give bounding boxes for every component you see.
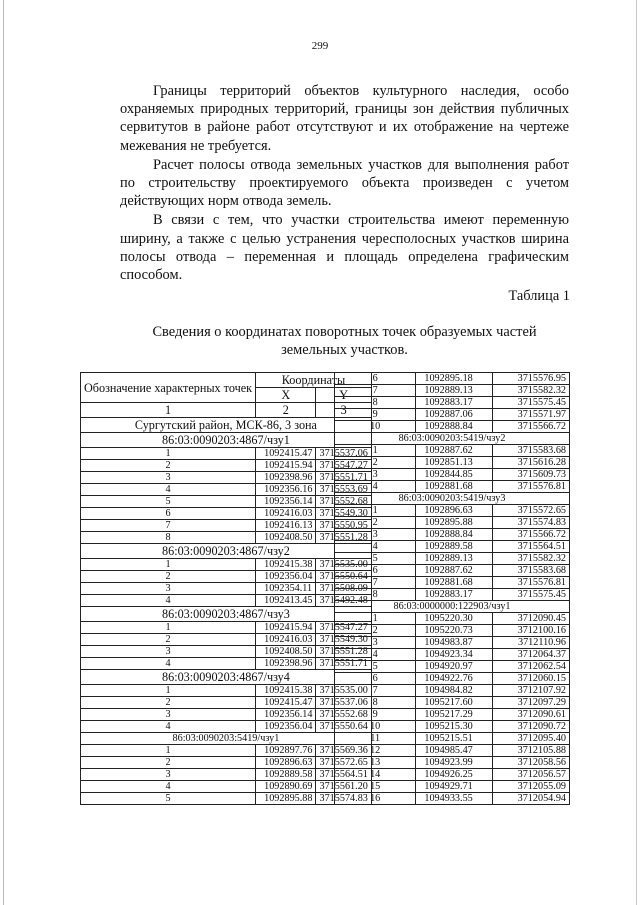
table-row — [81, 634, 372, 646]
table-row — [335, 529, 570, 541]
table-row — [335, 421, 570, 433]
point-number: 14 — [335, 769, 416, 781]
section-row — [81, 433, 372, 448]
table-row — [81, 769, 372, 781]
point-number: 3 — [81, 583, 256, 595]
coordinate-y: 3715552.68 — [316, 709, 371, 721]
coordinate-x: 1095217.29 — [416, 709, 493, 721]
point-number: 3 — [81, 709, 256, 721]
table-row — [81, 460, 372, 472]
paragraph-heritage-borders: Границы территорий объектов культурного наследия, особо охраняемых природных территорий, границы зон действия публичных сервитутов в районе работ отсутствуют и их отображение на чертеже межевания не требуется. — [120, 83, 569, 154]
coordinate-y: 3712110.96 — [493, 637, 570, 649]
coordinate-y: 3715566.72 — [493, 529, 570, 541]
table-row — [335, 457, 570, 469]
section-cadastral-number: 86:03:0090203:5419/чзу3 — [335, 493, 570, 505]
coordinate-x: 1092356.14 — [256, 709, 316, 721]
table-row — [335, 517, 570, 529]
region-label: Сургутский район, МСК-86, 3 зона — [81, 418, 372, 433]
table-row — [335, 373, 570, 385]
table-row — [81, 646, 372, 658]
coordinate-x: 1092887.62 — [416, 445, 493, 457]
coordinate-y: 3715535.00 — [316, 685, 371, 697]
coordinate-y: 3715547.27 — [316, 622, 371, 634]
coordinate-y: 3715564.51 — [316, 769, 371, 781]
page-number: 299 — [311, 40, 329, 52]
table-caption: Сведения о координатах поворотных точек образуемых частей земельных участков. — [152, 324, 537, 358]
coordinate-x: 1092356.16 — [256, 484, 316, 496]
section-row — [335, 433, 570, 445]
section-cadastral-number: 86:03:0090203:5419/чзу1 — [81, 733, 372, 745]
point-number: 5 — [335, 553, 416, 565]
point-number: 1 — [81, 622, 256, 634]
table-label: Таблица 1 — [508, 288, 570, 304]
table-row — [335, 397, 570, 409]
coordinate-y: 3712090.61 — [493, 709, 570, 721]
point-number: 4 — [81, 484, 256, 496]
coordinate-x: 1092408.50 — [256, 532, 316, 544]
point-number: 4 — [81, 595, 256, 607]
point-number: 1 — [335, 505, 416, 517]
coordinate-y: 3715535.00 — [316, 559, 371, 571]
point-number: 6 — [335, 565, 416, 577]
coordinate-x: 1092881.68 — [416, 577, 493, 589]
coordinate-x: 1094926.25 — [416, 769, 493, 781]
point-number: 6 — [335, 373, 416, 385]
body-text — [120, 82, 569, 284]
scan-edge-left — [3, 0, 4, 905]
coordinates-table-right — [334, 372, 570, 805]
coordinate-y: 3712090.72 — [493, 721, 570, 733]
coordinate-x: 1092416.03 — [256, 508, 316, 520]
table-row — [81, 508, 372, 520]
coordinate-x: 1092356.04 — [256, 721, 316, 733]
column-number-1: 1 — [81, 403, 256, 418]
coordinates-table-right-body — [335, 373, 570, 805]
coordinate-y: 3715537.06 — [316, 697, 371, 709]
table-row — [81, 583, 372, 595]
table-row — [81, 559, 372, 571]
table-row — [335, 577, 570, 589]
table-row — [335, 481, 570, 493]
table-row — [335, 589, 570, 601]
table-row — [81, 781, 372, 793]
table-row — [81, 448, 372, 460]
table-row — [335, 613, 570, 625]
point-number: 15 — [335, 781, 416, 793]
table-row — [81, 571, 372, 583]
coordinate-x: 1092896.63 — [416, 505, 493, 517]
coordinate-x: 1092889.58 — [256, 769, 316, 781]
table-row — [81, 658, 372, 670]
coordinate-y: 3715551.71 — [316, 658, 371, 670]
table-row — [335, 757, 570, 769]
header-designation: Обозначение характерных точек — [81, 373, 256, 403]
coordinate-y: 3712090.45 — [493, 613, 570, 625]
table-row — [335, 661, 570, 673]
section-row — [81, 544, 372, 559]
table-row — [81, 745, 372, 757]
table-row — [81, 595, 372, 607]
coordinate-y: 3715549.30 — [316, 634, 371, 646]
table-row — [335, 685, 570, 697]
coordinate-x: 1092890.69 — [256, 781, 316, 793]
paragraph-variable-width: В связи с тем, что участки строительства имеют переменную ширину, а также с целью устранения чересполосных участков ширина полосы отвода – переменная и площадь определена графическим способом. — [120, 212, 569, 284]
coordinate-x: 1092888.84 — [416, 529, 493, 541]
coordinate-y: 3715571.97 — [493, 409, 570, 421]
coordinate-y: 3712064.37 — [493, 649, 570, 661]
table-row — [335, 649, 570, 661]
point-number: 4 — [335, 649, 416, 661]
point-number: 2 — [81, 571, 256, 583]
point-number: 3 — [81, 472, 256, 484]
header-x: X — [256, 388, 316, 403]
table-row — [335, 721, 570, 733]
table-row — [335, 745, 570, 757]
point-number: 4 — [335, 541, 416, 553]
coordinate-y: 3715551.71 — [316, 472, 371, 484]
coordinate-x: 1094983.87 — [416, 637, 493, 649]
section-row — [335, 493, 570, 505]
coordinate-x: 1092883.17 — [416, 589, 493, 601]
coordinate-y: 3712055.09 — [493, 781, 570, 793]
coordinate-y: 3715551.28 — [316, 532, 371, 544]
coordinate-y: 3715551.28 — [316, 646, 371, 658]
coordinate-y: 3715576.81 — [493, 481, 570, 493]
coordinate-x: 1092413.45 — [256, 595, 316, 607]
table-row — [335, 553, 570, 565]
table-header-row — [81, 373, 372, 388]
coordinate-x: 1095220.30 — [416, 613, 493, 625]
table-row — [81, 520, 372, 532]
coordinate-y: 3715492.48 — [316, 595, 371, 607]
coordinate-y: 3715553.69 — [316, 484, 371, 496]
point-number: 5 — [335, 661, 416, 673]
coordinate-x: 1092354.11 — [256, 583, 316, 595]
coordinate-y: 3715582.32 — [493, 553, 570, 565]
coordinate-x: 1092415.94 — [256, 622, 316, 634]
coordinate-x: 1092844.85 — [416, 469, 493, 481]
coordinate-y: 3712058.56 — [493, 757, 570, 769]
table-row — [335, 385, 570, 397]
coordinates-table-left — [80, 372, 372, 805]
coordinate-x: 1092415.47 — [256, 697, 316, 709]
header-coordinates: Координаты — [256, 373, 372, 388]
coordinate-x: 1092398.96 — [256, 472, 316, 484]
section-row — [335, 601, 570, 613]
coordinate-y: 3715575.45 — [493, 397, 570, 409]
table-row — [335, 793, 570, 805]
point-number: 7 — [335, 577, 416, 589]
coordinate-y: 3715583.68 — [493, 565, 570, 577]
point-number: 8 — [335, 697, 416, 709]
point-number: 6 — [335, 673, 416, 685]
table-row — [81, 721, 372, 733]
coordinate-y: 3712095.40 — [493, 733, 570, 745]
coordinate-y: 3715564.51 — [493, 541, 570, 553]
section-row — [81, 607, 372, 622]
coordinate-x: 1094985.47 — [416, 745, 493, 757]
point-number: 16 — [335, 793, 416, 805]
table-row — [81, 532, 372, 544]
coordinate-x: 1092851.13 — [416, 457, 493, 469]
coordinate-x: 1094933.55 — [416, 793, 493, 805]
coordinate-y: 3712054.94 — [493, 793, 570, 805]
coordinate-y: 3715508.09 — [316, 583, 371, 595]
point-number: 9 — [335, 409, 416, 421]
point-number: 8 — [335, 397, 416, 409]
point-number: 2 — [81, 460, 256, 472]
point-number: 2 — [81, 634, 256, 646]
coordinate-x: 1092415.38 — [256, 685, 316, 697]
coordinate-x: 1092416.03 — [256, 634, 316, 646]
point-number: 13 — [335, 757, 416, 769]
point-number: 4 — [81, 781, 256, 793]
coordinates-table-left-body — [81, 373, 372, 805]
point-number: 4 — [335, 481, 416, 493]
table-row — [335, 709, 570, 721]
coordinate-x: 1092415.94 — [256, 460, 316, 472]
point-number: 10 — [335, 421, 416, 433]
section-cadastral-number: 86:03:0090203:4867/чзу1 — [81, 433, 372, 448]
coordinate-y: 3715572.65 — [493, 505, 570, 517]
table-row — [81, 757, 372, 769]
section-cadastral-number: 86:03:0090203:4867/чзу3 — [81, 607, 372, 622]
table-row — [335, 505, 570, 517]
point-number: 3 — [81, 769, 256, 781]
coordinate-x: 1094922.76 — [416, 673, 493, 685]
point-number: 4 — [81, 658, 256, 670]
coordinate-y: 3715574.83 — [493, 517, 570, 529]
table-row — [335, 781, 570, 793]
point-number: 11 — [335, 733, 416, 745]
coordinate-y: 3715582.32 — [493, 385, 570, 397]
coordinate-x: 1094920.97 — [416, 661, 493, 673]
coordinate-x: 1092881.68 — [416, 481, 493, 493]
table-row — [81, 793, 372, 805]
coordinate-y: 3715569.36 — [316, 745, 371, 757]
table-row — [335, 733, 570, 745]
coordinate-x: 1092896.63 — [256, 757, 316, 769]
point-number: 1 — [81, 745, 256, 757]
section-cadastral-number: 86:03:0090203:5419/чзу2 — [335, 433, 570, 445]
coordinate-x: 1092398.96 — [256, 658, 316, 670]
point-number: 9 — [335, 709, 416, 721]
coordinate-y: 3715574.83 — [316, 793, 371, 805]
point-number: 3 — [335, 529, 416, 541]
coordinate-x: 1092415.47 — [256, 448, 316, 460]
point-number: 3 — [81, 646, 256, 658]
coordinate-y: 3715609.73 — [493, 469, 570, 481]
coordinate-x: 1092889.13 — [416, 385, 493, 397]
table-row — [335, 541, 570, 553]
section-cadastral-number: 86:03:0090203:4867/чзу2 — [81, 544, 372, 559]
table-row — [335, 625, 570, 637]
point-number: 1 — [335, 613, 416, 625]
table-row — [335, 697, 570, 709]
point-number: 7 — [81, 520, 256, 532]
table-row — [81, 697, 372, 709]
point-number: 5 — [81, 496, 256, 508]
coordinate-y: 3715549.30 — [316, 508, 371, 520]
table-column-numbers-row — [81, 403, 372, 418]
table-row — [81, 685, 372, 697]
coordinate-x: 1094929.71 — [416, 781, 493, 793]
table-row — [81, 496, 372, 508]
coordinate-x: 1092887.62 — [416, 565, 493, 577]
coordinate-x: 1092887.06 — [416, 409, 493, 421]
table-row — [81, 709, 372, 721]
table-row — [81, 484, 372, 496]
table-row — [335, 469, 570, 481]
column-number-3: 3 — [316, 403, 371, 418]
coordinate-y: 3715583.68 — [493, 445, 570, 457]
coordinate-x: 1092889.58 — [416, 541, 493, 553]
paragraph-strip-calculation: Расчет полосы отвода земельных участков для выполнения работ по строительству проектируемого объекта произведен с учетом действующих норм отвода земель. — [120, 156, 569, 210]
scan-edge-right — [636, 0, 637, 905]
coordinate-x: 1094923.34 — [416, 649, 493, 661]
coordinate-y: 3712107.92 — [493, 685, 570, 697]
column-number-2: 2 — [256, 403, 316, 418]
coordinate-x: 1092408.50 — [256, 646, 316, 658]
coordinate-y: 3715575.45 — [493, 589, 570, 601]
point-number: 3 — [335, 469, 416, 481]
coordinate-y: 3715550.64 — [316, 571, 371, 583]
table-row — [81, 472, 372, 484]
point-number: 7 — [335, 685, 416, 697]
coordinate-y: 3712100.16 — [493, 625, 570, 637]
point-number: 8 — [335, 589, 416, 601]
coordinate-y: 3715572.65 — [316, 757, 371, 769]
coordinate-x: 1092415.38 — [256, 559, 316, 571]
point-number: 2 — [81, 757, 256, 769]
point-number: 2 — [335, 457, 416, 469]
point-number: 4 — [81, 721, 256, 733]
coordinate-y: 3715616.28 — [493, 457, 570, 469]
point-number: 7 — [335, 385, 416, 397]
point-number: 12 — [335, 745, 416, 757]
coordinate-x: 1092895.18 — [416, 373, 493, 385]
coordinate-x: 1094984.82 — [416, 685, 493, 697]
coordinate-y: 3712105.88 — [493, 745, 570, 757]
coordinate-x: 1092356.14 — [256, 496, 316, 508]
point-number: 3 — [335, 637, 416, 649]
table-row — [335, 673, 570, 685]
coordinate-y: 3712062.54 — [493, 661, 570, 673]
point-number: 8 — [81, 532, 256, 544]
point-number: 2 — [81, 697, 256, 709]
coordinate-x: 1092416.13 — [256, 520, 316, 532]
coordinate-y: 3715561.20 — [316, 781, 371, 793]
table-row — [335, 769, 570, 781]
coordinate-y: 3715547.27 — [316, 460, 371, 472]
coordinate-x: 1092356.04 — [256, 571, 316, 583]
coordinate-x: 1095215.51 — [416, 733, 493, 745]
point-number: 2 — [335, 517, 416, 529]
coordinate-y: 3715552.68 — [316, 496, 371, 508]
point-number: 5 — [81, 793, 256, 805]
region-row — [81, 418, 372, 433]
section-row — [81, 733, 372, 745]
coordinate-y: 3715537.06 — [316, 448, 371, 460]
table-row — [335, 565, 570, 577]
header-y: Y — [316, 388, 371, 403]
point-number: 6 — [81, 508, 256, 520]
table-row — [81, 622, 372, 634]
coordinate-x: 1094923.99 — [416, 757, 493, 769]
point-number: 1 — [81, 448, 256, 460]
table-row — [335, 409, 570, 421]
coordinate-x: 1092889.13 — [416, 553, 493, 565]
coordinate-y: 3712060.15 — [493, 673, 570, 685]
table-row — [335, 445, 570, 457]
coordinate-x: 1095220.73 — [416, 625, 493, 637]
point-number: 1 — [335, 445, 416, 457]
coordinate-y: 3715550.95 — [316, 520, 371, 532]
table-row — [335, 637, 570, 649]
point-number: 1 — [81, 685, 256, 697]
coordinate-y: 3712097.29 — [493, 697, 570, 709]
coordinate-y: 3712056.57 — [493, 769, 570, 781]
coordinate-x: 1092888.84 — [416, 421, 493, 433]
coordinate-y: 3715550.64 — [316, 721, 371, 733]
point-number: 10 — [335, 721, 416, 733]
coordinate-x: 1092895.88 — [416, 517, 493, 529]
point-number: 1 — [81, 559, 256, 571]
section-cadastral-number: 86:03:0000000:122903/чзу1 — [335, 601, 570, 613]
section-cadastral-number: 86:03:0090203:4867/чзу4 — [81, 670, 372, 685]
point-number: 2 — [335, 625, 416, 637]
coordinate-x: 1095215.30 — [416, 721, 493, 733]
coordinate-x: 1095217.60 — [416, 697, 493, 709]
coordinate-x: 1092883.17 — [416, 397, 493, 409]
coordinate-y: 3715576.95 — [493, 373, 570, 385]
section-row — [81, 670, 372, 685]
coordinate-y: 3715576.81 — [493, 577, 570, 589]
coordinate-x: 1092895.88 — [256, 793, 316, 805]
coordinate-x: 1092897.76 — [256, 745, 316, 757]
coordinate-y: 3715566.72 — [493, 421, 570, 433]
